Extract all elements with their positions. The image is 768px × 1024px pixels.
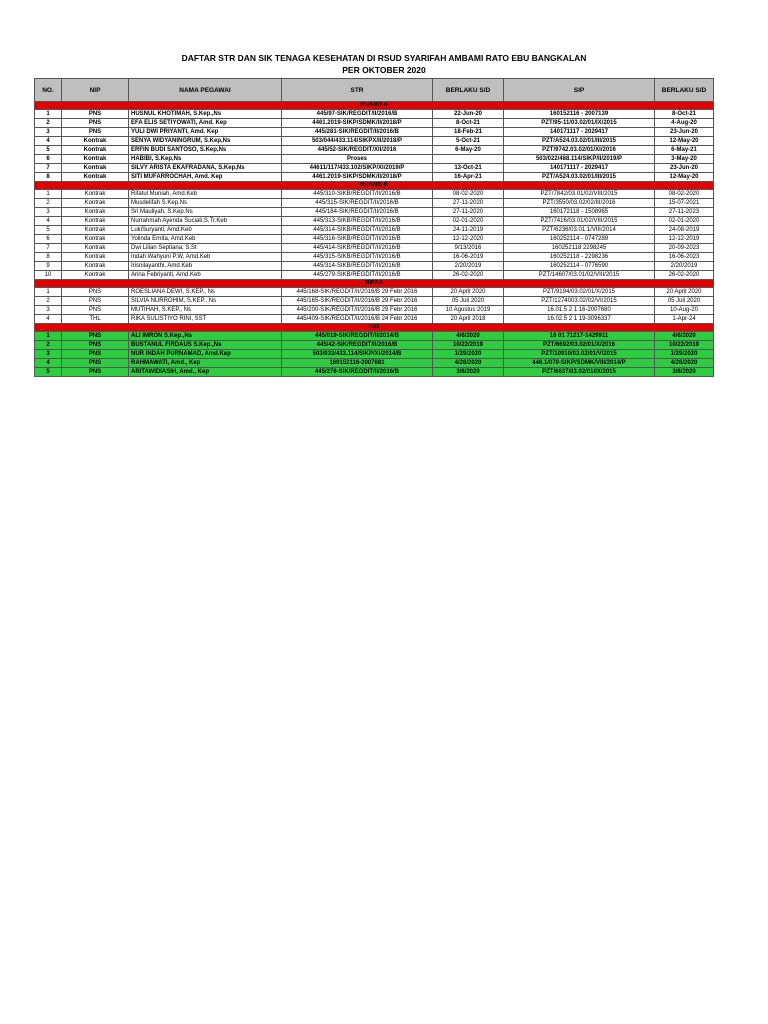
- cell-no: 1: [35, 332, 62, 341]
- cell-ber2: 1-Apr-24: [655, 315, 714, 324]
- cell-sip: 140171117 - 2029417: [504, 164, 655, 173]
- cell-nip: Kontrak: [62, 244, 129, 253]
- cell-str: 445/279-SIKB/REGDIT/II/2016/B: [282, 271, 433, 280]
- header-str: STR: [282, 79, 433, 102]
- table-row: [35, 235, 714, 244]
- table-row: [35, 262, 714, 271]
- cell-nama: ROESLIANA DEWI, S.KEP., Ns: [129, 288, 282, 297]
- table-row: [35, 208, 714, 217]
- cell-ber: 4/6/2020: [433, 332, 504, 341]
- cell-ber2: 12-12-2019: [655, 235, 714, 244]
- section-header-row: [35, 280, 714, 288]
- cell-nama: HABIBI, S.Kep,Ns: [129, 155, 282, 164]
- cell-ber2: 02-01-2020: [655, 217, 714, 226]
- cell-ber: 1/29/2020: [433, 350, 504, 359]
- cell-str: 445/313-SIKB/REGDIT/II/2016/B: [282, 217, 433, 226]
- cell-no: 3: [35, 128, 62, 137]
- cell-str: 445/409-SIK/REGDIT/II/2016/B 24 Febr 2016: [282, 315, 433, 324]
- cell-ber2: 15-07-2021: [655, 199, 714, 208]
- cell-nama: YULI DWI PRIYANTI, Amd. Kep: [129, 128, 282, 137]
- cell-str: 445/019-SIK/REGDIT/II/2014/B: [282, 332, 433, 341]
- cell-nip: PNS: [62, 128, 129, 137]
- cell-sip: PZT/7416/03.01/02/VIII/2015: [504, 217, 655, 226]
- cell-nip: PNS: [62, 297, 129, 306]
- cell-ber: 4/26/2020: [433, 359, 504, 368]
- cell-ber2: 12-May-20: [655, 173, 714, 182]
- cell-nip: PNS: [62, 368, 129, 377]
- cell-nip: Kontrak: [62, 146, 129, 155]
- table-row: [35, 368, 714, 377]
- cell-nama: HUSNUL KHOTIMAH, S.Kep.,Ns: [129, 110, 282, 119]
- cell-sip: 503/022/488.114/SIKP/II/2019/P: [504, 155, 655, 164]
- cell-ber2: 05 Juli 2020: [655, 297, 714, 306]
- cell-ber: 05 Juli 2020: [433, 297, 504, 306]
- cell-ber2: 3/6/2020: [655, 368, 714, 377]
- document-title-block: [0, 52, 768, 76]
- cell-str: 160152116-2007681: [282, 359, 433, 368]
- cell-sip: 16.02.5 2 1 19-3096337: [504, 315, 655, 324]
- cell-nama: Rifatul Muniah, Amd.Keb: [129, 190, 282, 199]
- table-row: [35, 341, 714, 350]
- cell-sip: PZT/7842/03.01/02/VIII/2015: [504, 190, 655, 199]
- cell-ber2: 24-08-2019: [655, 226, 714, 235]
- cell-ber: 10 Agustus 2019: [433, 306, 504, 315]
- cell-ber: 27-11-2020: [433, 199, 504, 208]
- table-body: [35, 102, 714, 377]
- cell-nama: Arina Febriyanti, Amd.Keb: [129, 271, 282, 280]
- cell-nama: Indah Wahyuni P.W, Amd.Keb: [129, 253, 282, 262]
- cell-sip: PZT/1274003.02/02/VI/2015: [504, 297, 655, 306]
- cell-str: 445/414-SIKB/REGDIT/II/2016/B: [282, 244, 433, 253]
- cell-ber: 13-Oct-21: [433, 164, 504, 173]
- cell-nip: THL: [62, 315, 129, 324]
- cell-nama: ARITAWIDIASIH, Amd., Kep: [129, 368, 282, 377]
- cell-sip: 446.1/070-SIKP/SDMK/VIII/2014/P: [504, 359, 655, 368]
- cell-sip: PZT/10910/03.02/01/V/2015: [504, 350, 655, 359]
- cell-ber2: 10/22/2019: [655, 341, 714, 350]
- cell-no: 1: [35, 110, 62, 119]
- table-row: [35, 119, 714, 128]
- cell-no: 3: [35, 350, 62, 359]
- cell-str: 445/314-SIKB/REGDIT/II/2016/B: [282, 226, 433, 235]
- cell-no: 1: [35, 288, 62, 297]
- cell-sip: 140171117 - 2029417: [504, 128, 655, 137]
- cell-ber: 22-Jun-20: [433, 110, 504, 119]
- table-row: [35, 128, 714, 137]
- cell-no: 2: [35, 341, 62, 350]
- cell-sip: PZT/A524.03.02/01/III/2015: [504, 173, 655, 182]
- cell-str: Proses: [282, 155, 433, 164]
- cell-sip: 16.01.5 2 1 16-2007680: [504, 306, 655, 315]
- cell-nama: Yolinda Ernita, Amd.Keb: [129, 235, 282, 244]
- cell-nip: Kontrak: [62, 137, 129, 146]
- cell-nama: RIKA SULISTIYO RINI, SST: [129, 315, 282, 324]
- cell-ber: 16-Apr-21: [433, 173, 504, 182]
- cell-nip: PNS: [62, 306, 129, 315]
- table-row: [35, 297, 714, 306]
- table-row: [35, 359, 714, 368]
- cell-nama: RAHMAWATI, Amd., Kep: [129, 359, 282, 368]
- cell-nama: ALI IMRON S.Kep.,Ns: [129, 332, 282, 341]
- cell-str: 4461.2019-SIKP/SDMK/II/2018/P: [282, 173, 433, 182]
- table-row: [35, 271, 714, 280]
- cell-sip: 160152116 - 2007139: [504, 110, 655, 119]
- cell-nama: Sri Mauliyah, S.Kep.Ns: [129, 208, 282, 217]
- cell-no: 10: [35, 271, 62, 280]
- cell-nama: SILVY ARISTA EKAFRADANA, S.Kep,Ns: [129, 164, 282, 173]
- section-label: RUANG A: [35, 102, 714, 110]
- table-row: [35, 137, 714, 146]
- cell-no: 9: [35, 262, 62, 271]
- table-row: [35, 110, 714, 119]
- cell-nip: PNS: [62, 119, 129, 128]
- document-title: DAFTAR STR DAN SIK TENAGA KESEHATAN DI RSUD SYARIFAH AMBAMI RATO EBU BANGKALAN: [181, 53, 587, 63]
- cell-nip: PNS: [62, 359, 129, 368]
- table-row: [35, 226, 714, 235]
- section-header-row: [35, 324, 714, 332]
- cell-str: 445/42-SIK/REGDIT/II/2016/B: [282, 341, 433, 350]
- cell-sip: 160252118 - 2298236: [504, 253, 655, 262]
- cell-nama: LukiSuryanti, Amd.Keb: [129, 226, 282, 235]
- cell-ber2: 20-09-2023: [655, 244, 714, 253]
- cell-ber: 10/22/2019: [433, 341, 504, 350]
- cell-sip: PZT/14607/03.01/02/VIII/2015: [504, 271, 655, 280]
- cell-ber: 3/6/2020: [433, 368, 504, 377]
- cell-no: 1: [35, 190, 62, 199]
- cell-nama: Irisnilayanthi, Amd.Keb: [129, 262, 282, 271]
- cell-sip: 160252118 2298245: [504, 244, 655, 253]
- cell-sip: PZT/6692/03.02/01/X/2016: [504, 341, 655, 350]
- cell-nip: Kontrak: [62, 164, 129, 173]
- cell-nama: EFA ELIS SETIYOWATI, Amd. Kep: [129, 119, 282, 128]
- section-label: NIFAS: [35, 280, 714, 288]
- cell-no: 2: [35, 199, 62, 208]
- cell-ber2: 23-Jun-20: [655, 164, 714, 173]
- cell-str: 445/52-SIK/REGDIT/XII/2016: [282, 146, 433, 155]
- cell-no: 5: [35, 146, 62, 155]
- cell-str: 445/276-SIK/REGDIT/II/2016/B: [282, 368, 433, 377]
- cell-no: 3: [35, 306, 62, 315]
- cell-str: 445/310-SIKB/REGDIT/II/2016/B: [282, 190, 433, 199]
- section-label: IGD: [35, 324, 714, 332]
- table-row: [35, 288, 714, 297]
- cell-sip: PZT/9742.03.02/01/XI/2016: [504, 146, 655, 155]
- table-row: [35, 253, 714, 262]
- cell-nip: Kontrak: [62, 155, 129, 164]
- cell-nama: ERFIN BUDI SANTOSO, S.Kep,Ns: [129, 146, 282, 155]
- cell-nip: Kontrak: [62, 235, 129, 244]
- cell-no: 8: [35, 253, 62, 262]
- cell-ber: 24-11-2019: [433, 226, 504, 235]
- cell-ber2: 1/29/2020: [655, 350, 714, 359]
- cell-sip: PZT/95-11/03.02/01/IX/2015: [504, 119, 655, 128]
- cell-ber: 18-Feb-21: [433, 128, 504, 137]
- cell-nip: Kontrak: [62, 190, 129, 199]
- cell-ber: 8-Oct-21: [433, 119, 504, 128]
- cell-no: 4: [35, 137, 62, 146]
- cell-str: 445/315-SIK/REGDIT/II/2016/B: [282, 199, 433, 208]
- cell-no: 7: [35, 164, 62, 173]
- cell-nip: Kontrak: [62, 199, 129, 208]
- cell-no: 8: [35, 173, 62, 182]
- table-row: [35, 244, 714, 253]
- table-row: [35, 164, 714, 173]
- cell-nip: Kontrak: [62, 173, 129, 182]
- cell-str: 445/200-SIK/REGDIT/II/2016/B 29 Febr 2016: [282, 306, 433, 315]
- cell-nip: PNS: [62, 341, 129, 350]
- cell-ber2: 26-02-2020: [655, 271, 714, 280]
- cell-sip: PZT/A524.03.02/01/III/2015: [504, 137, 655, 146]
- cell-ber2: 4-Aug-20: [655, 119, 714, 128]
- cell-ber: 16-06-2019: [433, 253, 504, 262]
- cell-ber: 12-12-2020: [433, 235, 504, 244]
- table-row: [35, 315, 714, 324]
- cell-nip: Kontrak: [62, 226, 129, 235]
- cell-ber2: 10-Aug-20: [655, 306, 714, 315]
- cell-ber: 26-02-2020: [433, 271, 504, 280]
- header-no: NO.: [35, 79, 62, 102]
- cell-no: 2: [35, 119, 62, 128]
- cell-nama: MUTIHAH, S.KEP., Ns: [129, 306, 282, 315]
- cell-ber: 5-Oct-21: [433, 137, 504, 146]
- cell-ber: 02-01-2020: [433, 217, 504, 226]
- cell-ber2: 4/6/2020: [655, 332, 714, 341]
- cell-ber2: 08-02-2020: [655, 190, 714, 199]
- header-berlaku-sip: BERLAKU S/D: [655, 79, 714, 102]
- table-row: [35, 217, 714, 226]
- cell-nip: Kontrak: [62, 262, 129, 271]
- cell-no: 7: [35, 244, 62, 253]
- cell-ber2: 20 April 2020: [655, 288, 714, 297]
- table-row: [35, 199, 714, 208]
- cell-no: 6: [35, 235, 62, 244]
- header-berlaku-str: BERLAKU S/D: [433, 79, 504, 102]
- cell-str: 503/033/433.114/SIKP/XI/2014/B: [282, 350, 433, 359]
- table-header-row: [35, 79, 714, 102]
- cell-str: 445/315-SIKB/REGDIT/II/2016/B: [282, 253, 433, 262]
- cell-nama: Nurrahmah Ayenda Suciati,S.Tr.Keb: [129, 217, 282, 226]
- cell-nip: Kontrak: [62, 217, 129, 226]
- cell-str: 4461.2019-SIKP/SDMK/II/2018/P: [282, 119, 433, 128]
- cell-nip: Kontrak: [62, 271, 129, 280]
- table-row: [35, 146, 714, 155]
- table-row: [35, 332, 714, 341]
- cell-ber2: 12-May-20: [655, 137, 714, 146]
- cell-ber2: 8-Oct-21: [655, 110, 714, 119]
- section-label: RUANG B: [35, 182, 714, 190]
- cell-sip: PZT/3550/03.02/02/III/2016: [504, 199, 655, 208]
- cell-nama: Dwi Lilian Septiana, S.St: [129, 244, 282, 253]
- table-row: [35, 350, 714, 359]
- cell-ber2: 23-Jun-20: [655, 128, 714, 137]
- cell-ber: 08-02-2020: [433, 190, 504, 199]
- cell-nip: PNS: [62, 110, 129, 119]
- cell-ber2: 6-May-21: [655, 146, 714, 155]
- cell-nip: Kontrak: [62, 253, 129, 262]
- cell-sip: PZT/9194/03.02/01/X/2015: [504, 288, 655, 297]
- table-row: [35, 155, 714, 164]
- cell-no: 5: [35, 226, 62, 235]
- cell-sip: 160172118 - 1508965: [504, 208, 655, 217]
- section-header-row: [35, 102, 714, 110]
- cell-no: 4: [35, 359, 62, 368]
- cell-sip: 16 01 71217-1429911: [504, 332, 655, 341]
- cell-sip: PZT/6637/03.02/01/IX/2015: [504, 368, 655, 377]
- cell-no: 3: [35, 208, 62, 217]
- cell-nama: SITI MUFARROCHAH, Amd. Kep: [129, 173, 282, 182]
- table-row: [35, 190, 714, 199]
- cell-no: 6: [35, 155, 62, 164]
- header-nama: NAMA PEGAWAI: [129, 79, 282, 102]
- header-sip: SIP: [504, 79, 655, 102]
- cell-nama: SILVIA NURROHIM, S.KEP., Ns: [129, 297, 282, 306]
- cell-no: 4: [35, 217, 62, 226]
- cell-no: 2: [35, 297, 62, 306]
- cell-sip: 160252114 - 0747289: [504, 235, 655, 244]
- cell-nip: Kontrak: [62, 208, 129, 217]
- cell-nama: SENYA WIDYANINGRUM, S.Kep,Ns: [129, 137, 282, 146]
- cell-nip: PNS: [62, 332, 129, 341]
- cell-ber2: 16-06-2023: [655, 253, 714, 262]
- cell-ber2: 3-May-20: [655, 155, 714, 164]
- staff-table: [34, 78, 714, 377]
- cell-ber2: 2/20/2019: [655, 262, 714, 271]
- cell-ber: 20 April 2018: [433, 315, 504, 324]
- cell-ber: [433, 155, 504, 164]
- table-row: [35, 306, 714, 315]
- cell-ber2: 4/26/2020: [655, 359, 714, 368]
- cell-no: 4: [35, 315, 62, 324]
- section-header-row: [35, 182, 714, 190]
- cell-ber: 27-11-2020: [433, 208, 504, 217]
- cell-str: 445/316-SIKB/REGDIT/II/2016/B: [282, 235, 433, 244]
- cell-sip: PZT/6236/03.01.1/VIII/2014: [504, 226, 655, 235]
- cell-ber: 6-May-20: [433, 146, 504, 155]
- cell-ber: 20 April 2020: [433, 288, 504, 297]
- cell-str: 445/168-SIK/REGDIT/II/2016/B 29 Febr 2016: [282, 288, 433, 297]
- cell-ber: 2/20/2019: [433, 262, 504, 271]
- cell-nama: Musdelifah S.Kep.Ns: [129, 199, 282, 208]
- cell-str: 445/281-SIK/REGDIT/II/2016/B: [282, 128, 433, 137]
- document-subtitle: PER OKTOBER 2020: [342, 65, 426, 75]
- cell-str: 445/97-SIK/REGDIT/II/2016/B: [282, 110, 433, 119]
- cell-str: 44611/117/433.102/SIKP/XI/2019/P: [282, 164, 433, 173]
- table-row: [35, 173, 714, 182]
- cell-nama: BUSTANUL FIRDAUS S.Kep.,Ns: [129, 341, 282, 350]
- header-nip: NIP: [62, 79, 129, 102]
- cell-nama: NUR INDAH PURNAMAD, Amd.Kep: [129, 350, 282, 359]
- cell-nip: PNS: [62, 288, 129, 297]
- cell-no: 5: [35, 368, 62, 377]
- cell-str: 445/165-SIK/REGDIT/II/2016/B 29 Febr 2016: [282, 297, 433, 306]
- cell-str: 445/314-SIKB/REGDIT/II/2016/B: [282, 262, 433, 271]
- cell-ber: 9/13/2016: [433, 244, 504, 253]
- cell-str: 503/044/433.114/SIKPX/II/2018/P: [282, 137, 433, 146]
- cell-ber2: 27-11-2023: [655, 208, 714, 217]
- cell-sip: 160252114 - 0776590: [504, 262, 655, 271]
- cell-str: 445/184-SIK/REGDIT/II/2016/B: [282, 208, 433, 217]
- cell-nip: PNS: [62, 350, 129, 359]
